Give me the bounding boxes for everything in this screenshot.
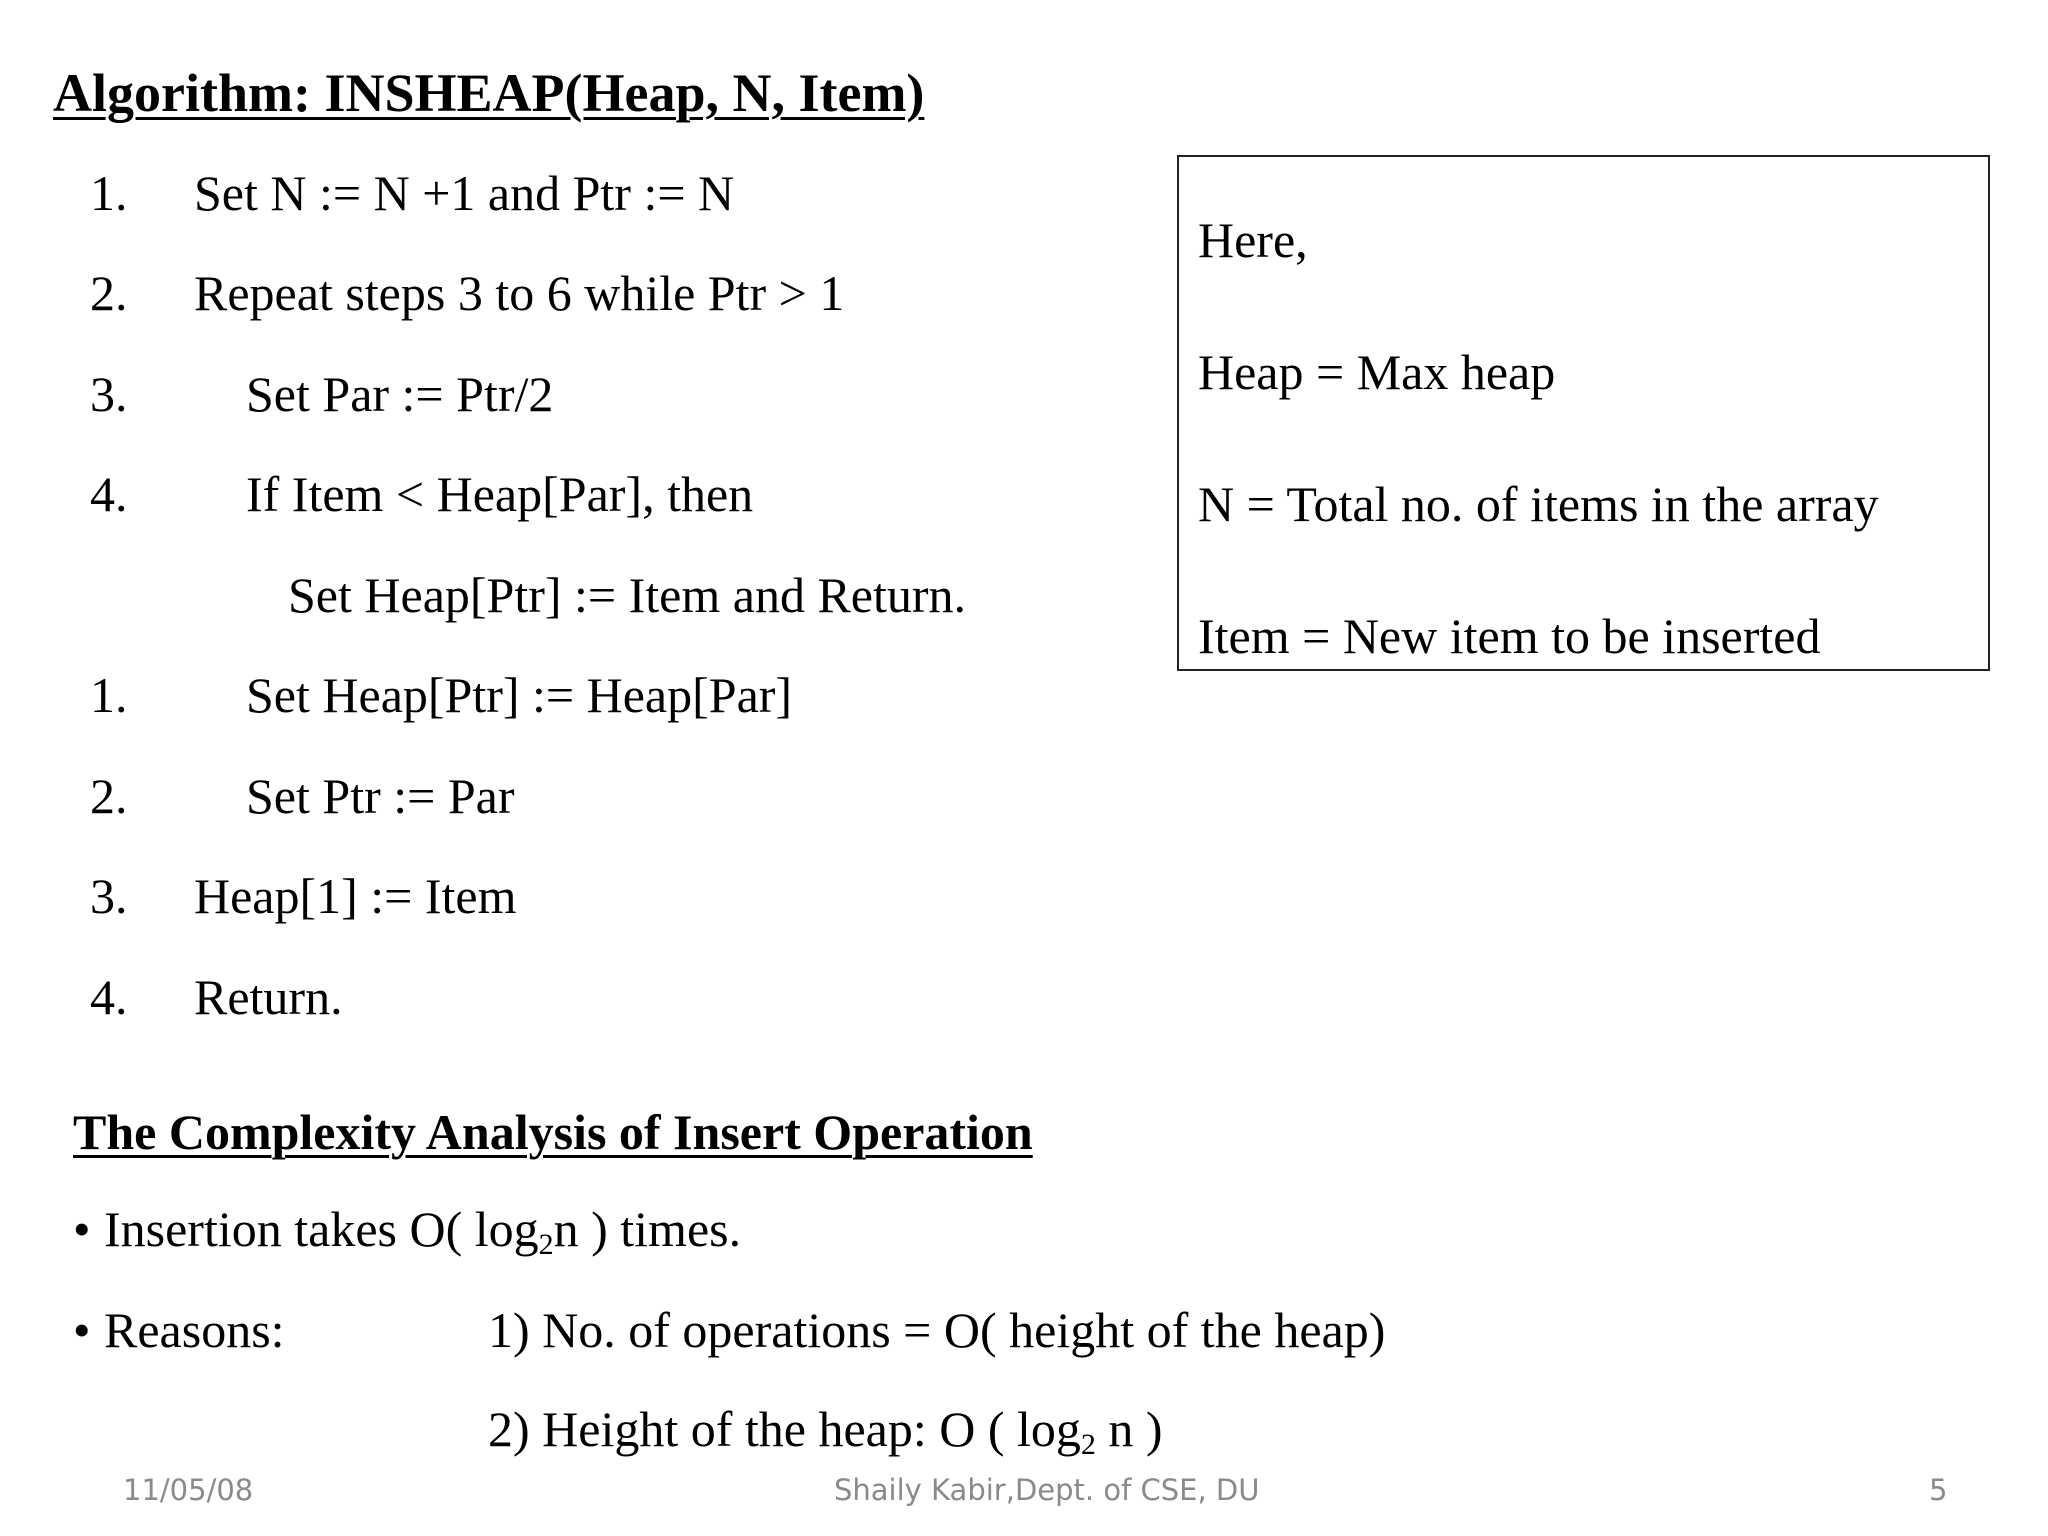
step-number: 2. — [90, 265, 128, 321]
definition-heap: Heap = Max heap — [1198, 344, 1556, 400]
bullet-icon: • — [73, 1201, 91, 1257]
complexity-heading: The Complexity Analysis of Insert Operation — [73, 1104, 1033, 1160]
reason-height-pre: 2) Height of the heap: O ( log — [488, 1401, 1081, 1457]
reason-height — [488, 1401, 1163, 1461]
insertion-complexity — [104, 1201, 742, 1261]
insertion-text-pre: Insertion takes O( log — [104, 1201, 539, 1257]
step-text: If Item < Heap[Par], then — [246, 466, 754, 522]
step-text: Set Ptr := Par — [246, 768, 515, 824]
definitions-box — [1177, 155, 1990, 671]
step-number: 1. — [90, 667, 128, 723]
step-number: 2. — [90, 768, 128, 824]
reason-operations: 1) No. of operations = O( height of the heap) — [488, 1302, 1386, 1358]
step-text: Repeat steps 3 to 6 while Ptr > 1 — [194, 265, 845, 321]
step-number: 4. — [90, 969, 128, 1025]
step-text: Set N := N +1 and Ptr := N — [194, 165, 735, 221]
step-number: 4. — [90, 466, 128, 522]
definition-n: N = Total no. of items in the array — [1198, 476, 1879, 532]
page-number: 5 — [1929, 1473, 1948, 1507]
step-text: Heap[1] := Item — [194, 868, 517, 924]
definitions-intro: Here, — [1198, 212, 1308, 268]
step-number: 1. — [90, 165, 128, 221]
step-number: 3. — [90, 366, 128, 422]
algorithm-title: Algorithm: INSHEAP(Heap, N, Item) — [53, 63, 925, 123]
reason-height-post: n ) — [1095, 1401, 1163, 1457]
step-number: 3. — [90, 868, 128, 924]
step-text: Set Heap[Ptr] := Heap[Par] — [246, 667, 793, 723]
log-base: 2 — [1080, 1428, 1096, 1461]
definition-item: Item = New item to be inserted — [1198, 608, 1821, 664]
step-text: Set Par := Ptr/2 — [246, 366, 554, 422]
step-text: Return. — [194, 969, 343, 1025]
insertion-text-post: n ) times. — [553, 1201, 742, 1257]
log-base: 2 — [538, 1228, 554, 1261]
step-text: Set Heap[Ptr] := Item and Return. — [288, 567, 967, 623]
bullet-icon: • — [73, 1302, 91, 1358]
reasons-label: Reasons: — [104, 1302, 285, 1358]
footer-author: Shaily Kabir,Dept. of CSE, DU — [834, 1473, 1260, 1507]
footer-date: 11/05/08 — [123, 1473, 254, 1507]
